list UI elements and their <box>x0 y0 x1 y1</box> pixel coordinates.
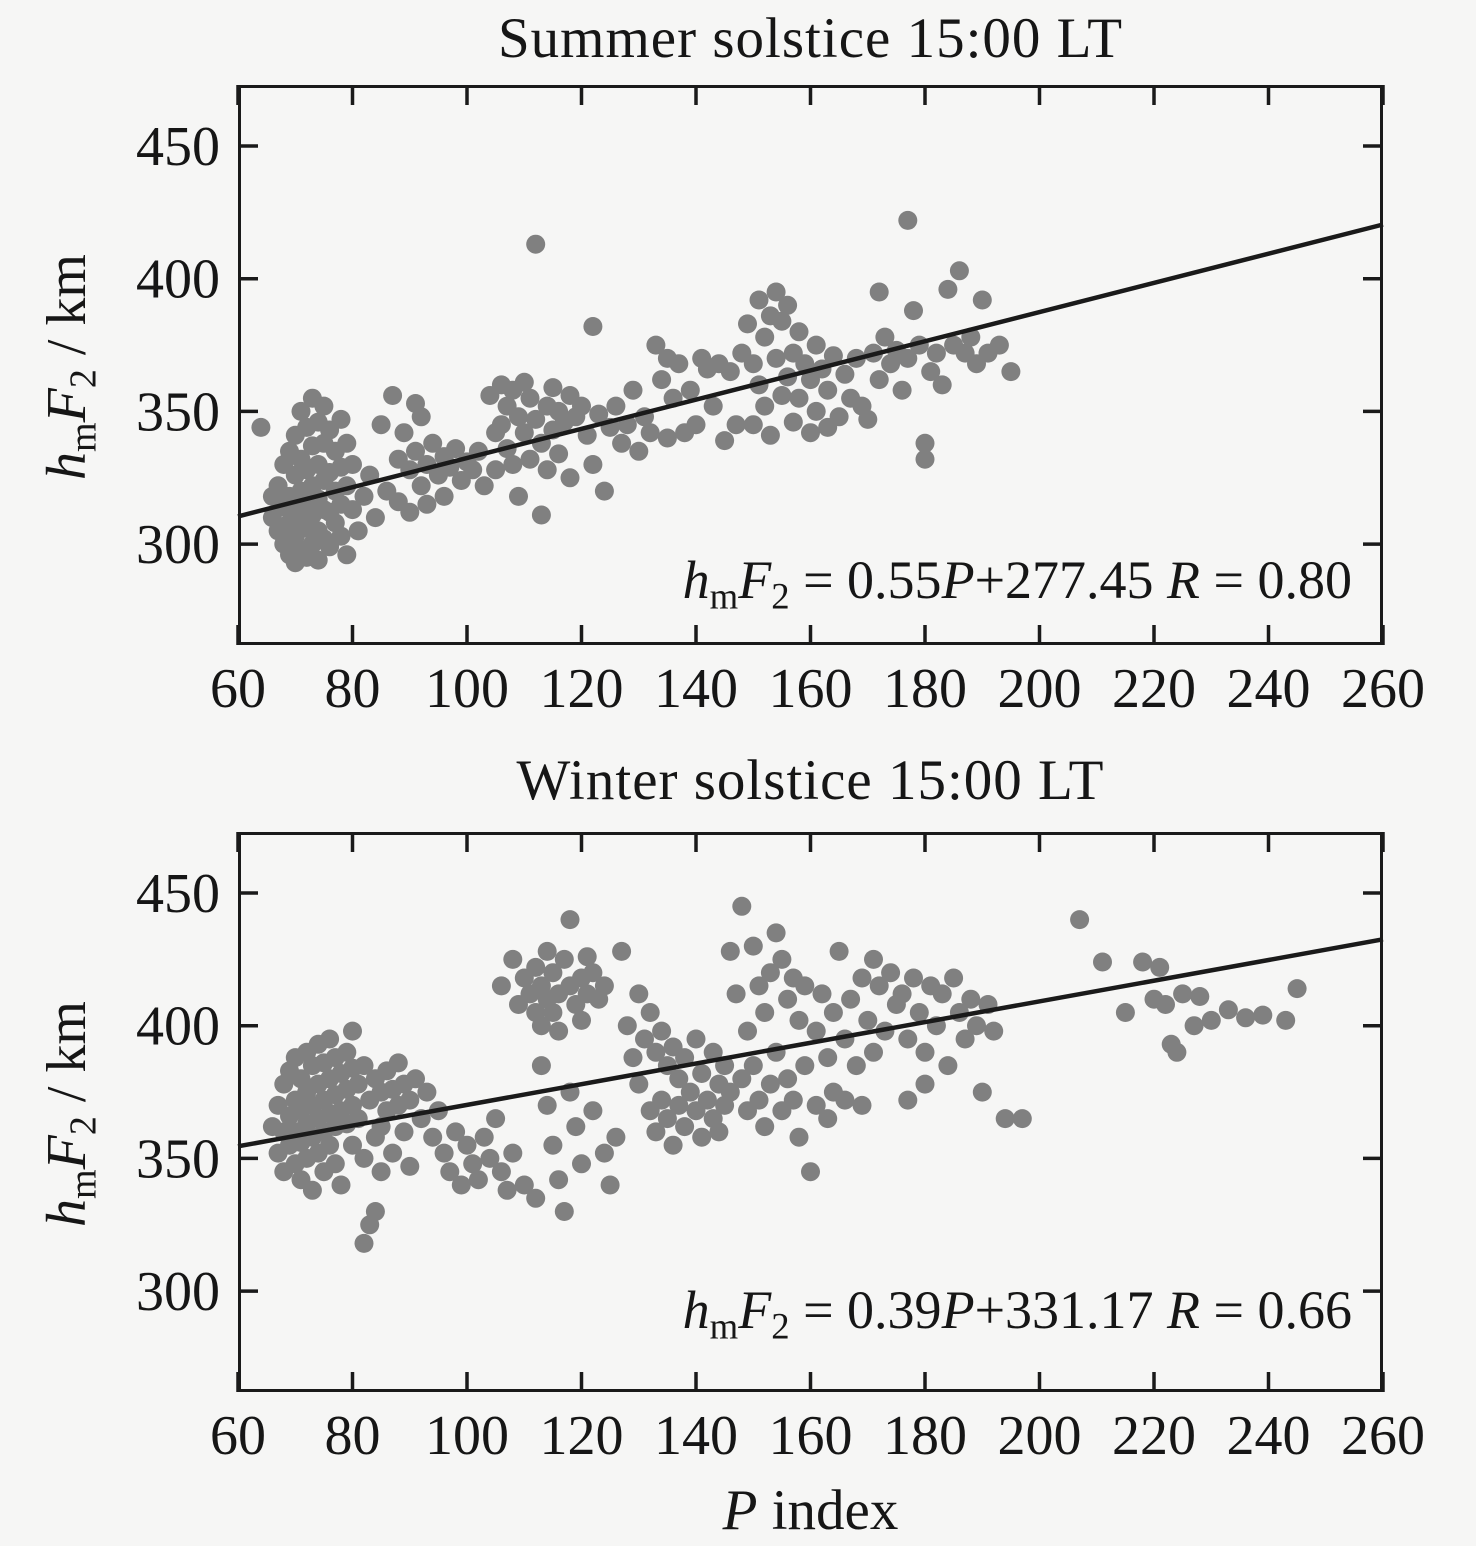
data-point <box>383 1144 402 1163</box>
italic-fragment: F <box>738 1280 772 1340</box>
data-point <box>818 1048 837 1067</box>
data-point <box>372 415 391 434</box>
subscript-fragment: 2 <box>62 1116 105 1136</box>
y-tick-label: 400 <box>136 995 220 1058</box>
data-point <box>486 460 505 479</box>
data-point <box>898 1030 917 1049</box>
subscript-fragment: m <box>709 1305 739 1347</box>
data-point <box>606 1128 625 1147</box>
data-point <box>790 389 809 408</box>
data-point <box>355 1234 374 1253</box>
data-point <box>778 1069 797 1088</box>
data-point <box>435 1144 454 1163</box>
data-point <box>543 378 562 397</box>
data-point <box>549 1022 568 1041</box>
data-point <box>538 942 557 961</box>
data-point <box>332 527 351 546</box>
data-point <box>1167 1043 1186 1062</box>
data-point <box>417 1083 436 1102</box>
text-fragment: = 0.55 <box>789 550 942 610</box>
x-tick-label: 100 <box>425 658 509 720</box>
data-point <box>904 301 923 320</box>
data-point <box>332 1176 351 1195</box>
text-fragment: +331.17 <box>974 1280 1168 1340</box>
italic-fragment: h <box>36 452 98 481</box>
data-point <box>423 1128 442 1147</box>
data-point <box>990 336 1009 355</box>
summer-y-axis-label <box>35 87 105 647</box>
data-point <box>509 487 528 506</box>
data-point <box>486 1109 505 1128</box>
data-point <box>778 296 797 315</box>
data-point <box>526 235 545 254</box>
data-point <box>612 434 631 453</box>
data-point <box>538 1096 557 1115</box>
italic-fragment: F <box>738 550 772 610</box>
data-point <box>755 1003 774 1022</box>
data-point <box>744 415 763 434</box>
data-point <box>595 1144 614 1163</box>
data-point <box>355 487 374 506</box>
data-point <box>532 506 551 525</box>
data-point <box>961 990 980 1009</box>
winter-panel-title: Winter solstice 15:00 LT <box>516 749 1105 812</box>
italic-fragment: P <box>941 1280 975 1340</box>
data-point <box>395 423 414 442</box>
data-point <box>389 1053 408 1072</box>
data-point <box>463 460 482 479</box>
data-point <box>492 1162 511 1181</box>
data-point <box>435 487 454 506</box>
data-point <box>767 923 786 942</box>
data-point <box>412 407 431 426</box>
data-point <box>893 381 912 400</box>
data-point <box>526 1189 545 1208</box>
y-tick-label: 350 <box>136 1128 220 1191</box>
data-point <box>790 1128 809 1147</box>
subscript-fragment: 2 <box>62 369 105 389</box>
data-point <box>916 434 935 453</box>
data-point <box>801 423 820 442</box>
data-point <box>721 362 740 381</box>
data-point <box>881 963 900 982</box>
x-tick-label: 220 <box>1112 658 1196 720</box>
data-point <box>543 1136 562 1155</box>
italic-fragment: h <box>682 550 710 610</box>
text-fragment: / km <box>36 1001 98 1117</box>
data-point <box>503 1144 522 1163</box>
data-point <box>870 283 889 302</box>
data-point <box>458 1136 477 1155</box>
data-point <box>503 455 522 474</box>
x-tick-label: 240 <box>1226 1405 1311 1467</box>
data-point <box>727 415 746 434</box>
data-point <box>687 1030 706 1049</box>
data-point <box>1173 984 1192 1003</box>
data-point <box>1276 1011 1295 1030</box>
data-point <box>400 503 419 522</box>
data-point <box>572 397 591 416</box>
text-fragment: +277.45 <box>974 550 1168 610</box>
data-point <box>984 1022 1003 1041</box>
data-point <box>572 1154 591 1173</box>
data-point <box>841 990 860 1009</box>
data-point <box>721 942 740 961</box>
data-point <box>692 1064 711 1083</box>
data-point <box>595 976 614 995</box>
data-point <box>503 950 522 969</box>
x-tick-label: 240 <box>1226 658 1311 720</box>
data-point <box>818 381 837 400</box>
subscript-fragment: 2 <box>771 1305 790 1347</box>
data-point <box>400 1157 419 1176</box>
data-point <box>555 950 574 969</box>
data-point <box>383 386 402 405</box>
data-point <box>349 521 368 540</box>
data-point <box>641 423 660 442</box>
data-point <box>664 1136 683 1155</box>
x-tick-label: 200 <box>997 658 1082 720</box>
data-point <box>704 397 723 416</box>
data-point <box>858 1011 877 1030</box>
data-point <box>337 545 356 564</box>
data-point <box>652 370 671 389</box>
data-point <box>561 468 580 487</box>
data-point <box>566 1117 585 1136</box>
data-point <box>933 984 952 1003</box>
data-point <box>498 1181 517 1200</box>
y-tick-label: 450 <box>136 116 220 178</box>
data-point <box>629 1075 648 1094</box>
data-point <box>452 1176 471 1195</box>
data-point <box>669 354 688 373</box>
data-point <box>1185 1016 1204 1035</box>
data-point <box>658 429 677 448</box>
data-point <box>687 415 706 434</box>
text-fragment: / km <box>36 254 98 370</box>
data-point <box>1219 1000 1238 1019</box>
x-tick-label: 140 <box>654 1405 738 1467</box>
x-tick-label: 60 <box>210 1405 266 1467</box>
data-point <box>624 381 643 400</box>
data-point <box>738 1022 757 1041</box>
data-point <box>475 1128 494 1147</box>
data-point <box>709 1122 728 1141</box>
data-point <box>973 291 992 310</box>
data-point <box>927 344 946 363</box>
data-point <box>755 397 774 416</box>
data-point <box>853 969 872 988</box>
data-point <box>807 336 826 355</box>
data-point <box>973 1083 992 1102</box>
data-point <box>898 1091 917 1110</box>
data-point <box>1156 995 1175 1014</box>
data-point <box>858 410 877 429</box>
data-point <box>400 1091 419 1110</box>
data-point <box>549 1170 568 1189</box>
italic-fragment: F <box>36 1135 98 1170</box>
data-point <box>750 291 769 310</box>
data-point <box>870 370 889 389</box>
data-point <box>332 410 351 429</box>
data-point <box>761 1075 780 1094</box>
data-point <box>916 1075 935 1094</box>
data-point <box>372 1162 391 1181</box>
data-point <box>475 476 494 495</box>
data-point <box>750 1091 769 1110</box>
data-point <box>652 1091 671 1110</box>
data-point <box>343 455 362 474</box>
data-point <box>492 976 511 995</box>
data-point <box>492 415 511 434</box>
data-point <box>583 455 602 474</box>
data-point <box>532 1056 551 1075</box>
data-point <box>469 1170 488 1189</box>
data-point <box>549 444 568 463</box>
y-tick-label: 300 <box>136 1261 220 1324</box>
data-point <box>417 495 436 514</box>
data-point <box>349 1075 368 1094</box>
y-tick-label: 400 <box>136 248 220 311</box>
data-point <box>521 450 540 469</box>
data-point <box>1253 1006 1272 1025</box>
data-point <box>772 386 791 405</box>
x-tick-label: 100 <box>425 1405 509 1467</box>
summer-fit-annotation <box>592 549 1352 617</box>
data-point <box>1070 910 1089 929</box>
data-point <box>641 1003 660 1022</box>
italic-fragment: h <box>36 1199 98 1228</box>
x-tick-label: 220 <box>1112 1405 1196 1467</box>
data-point <box>950 261 969 280</box>
text-fragment: = 0.66 <box>1200 1280 1352 1340</box>
data-point <box>801 1162 820 1181</box>
data-point <box>1150 958 1169 977</box>
data-point <box>738 314 757 333</box>
italic-fragment: P <box>941 550 975 610</box>
x-tick-label: 160 <box>768 1405 853 1467</box>
data-point <box>543 1003 562 1022</box>
data-point <box>251 418 270 437</box>
data-point <box>744 1056 763 1075</box>
data-point <box>1190 987 1209 1006</box>
data-point <box>996 1109 1015 1128</box>
data-point <box>337 434 356 453</box>
italic-fragment: P <box>722 1479 758 1542</box>
x-axis-label <box>238 1478 1383 1543</box>
data-point <box>790 322 809 341</box>
subscript-fragment: m <box>62 1169 105 1200</box>
data-point <box>526 958 545 977</box>
data-point <box>824 1003 843 1022</box>
data-point <box>1116 1003 1135 1022</box>
data-point <box>561 910 580 929</box>
data-point <box>629 984 648 1003</box>
fit-line <box>238 939 1383 1146</box>
data-point <box>355 1149 374 1168</box>
data-point <box>864 950 883 969</box>
x-tick-label: 180 <box>883 658 967 720</box>
x-tick-label: 120 <box>539 1405 624 1467</box>
x-tick-label: 80 <box>324 1405 381 1467</box>
data-point <box>755 328 774 347</box>
x-tick-label: 260 <box>1341 658 1425 720</box>
data-point <box>835 365 854 384</box>
text-fragment: index <box>757 1479 899 1542</box>
y-tick-label: 350 <box>136 381 220 444</box>
italic-fragment: h <box>682 1280 710 1340</box>
x-tick-label: 160 <box>768 658 853 720</box>
subscript-fragment: m <box>709 575 739 617</box>
data-point <box>818 1109 837 1128</box>
data-point <box>692 1128 711 1147</box>
data-point <box>830 407 849 426</box>
data-point <box>366 1202 385 1221</box>
subscript-fragment: 2 <box>771 575 790 617</box>
data-point <box>807 402 826 421</box>
x-tick-label: 200 <box>997 1405 1082 1467</box>
winter-y-axis-label <box>35 834 105 1394</box>
data-point <box>893 984 912 1003</box>
data-point <box>595 482 614 501</box>
data-point <box>732 897 751 916</box>
data-point <box>320 1030 339 1049</box>
data-point <box>1133 953 1152 972</box>
data-point <box>583 1101 602 1120</box>
data-point <box>795 1056 814 1075</box>
data-point <box>681 381 700 400</box>
data-point <box>795 976 814 995</box>
data-point <box>715 431 734 450</box>
x-tick-label: 260 <box>1341 1405 1425 1467</box>
data-point <box>681 1083 700 1102</box>
italic-fragment: F <box>36 388 98 423</box>
text-fragment: = 0.80 <box>1200 550 1352 610</box>
data-point <box>727 984 746 1003</box>
data-point <box>412 476 431 495</box>
data-point <box>1202 1011 1221 1030</box>
italic-fragment: R <box>1167 1280 1201 1340</box>
x-tick-label: 180 <box>883 1405 967 1467</box>
data-point <box>538 460 557 479</box>
data-point <box>938 280 957 299</box>
data-point <box>1001 362 1020 381</box>
data-point <box>944 969 963 988</box>
data-point <box>583 317 602 336</box>
data-point <box>784 413 803 432</box>
data-point <box>320 1136 339 1155</box>
data-point <box>853 1096 872 1115</box>
data-point <box>904 969 923 988</box>
data-point <box>624 1048 643 1067</box>
data-point <box>303 1181 322 1200</box>
data-point <box>1093 953 1112 972</box>
data-point <box>744 937 763 956</box>
italic-fragment: R <box>1167 550 1201 610</box>
data-point <box>314 397 333 416</box>
x-tick-label: 60 <box>210 658 266 720</box>
data-point <box>864 1043 883 1062</box>
data-point <box>778 990 797 1009</box>
subscript-fragment: m <box>62 422 105 453</box>
data-point <box>938 1056 957 1075</box>
data-point <box>790 1011 809 1030</box>
data-point <box>910 1003 929 1022</box>
x-tick-label: 80 <box>324 658 381 720</box>
data-point <box>675 1117 694 1136</box>
data-point <box>1013 1109 1032 1128</box>
data-point <box>807 1022 826 1041</box>
data-point <box>755 1117 774 1136</box>
data-point <box>326 1154 345 1173</box>
data-point <box>830 942 849 961</box>
data-point <box>521 389 540 408</box>
data-point <box>606 397 625 416</box>
data-point <box>366 508 385 527</box>
data-point <box>967 1016 986 1035</box>
data-point <box>772 950 791 969</box>
fit-line <box>238 225 1383 517</box>
data-point <box>652 1022 671 1041</box>
data-point <box>1236 1008 1255 1027</box>
data-point <box>618 1016 637 1035</box>
y-tick-label: 450 <box>136 863 220 925</box>
data-point <box>395 1122 414 1141</box>
data-point <box>572 1011 591 1030</box>
y-tick-label: 300 <box>136 514 220 577</box>
data-point <box>933 375 952 394</box>
data-point <box>767 349 786 368</box>
data-point <box>835 1091 854 1110</box>
data-point <box>698 1091 717 1110</box>
data-point <box>898 211 917 230</box>
data-point <box>784 1091 803 1110</box>
winter-fit-annotation <box>592 1279 1352 1347</box>
data-point <box>601 1176 620 1195</box>
text-fragment: = 0.39 <box>789 1280 942 1340</box>
data-point <box>916 1043 935 1062</box>
data-point <box>629 442 648 461</box>
summer-panel-title: Summer solstice 15:00 LT <box>497 7 1124 70</box>
data-point <box>744 354 763 373</box>
data-point <box>343 1022 362 1041</box>
data-point <box>813 984 832 1003</box>
x-tick-label: 120 <box>539 658 624 720</box>
data-point <box>555 1202 574 1221</box>
x-tick-label: 140 <box>654 658 738 720</box>
data-point <box>1288 979 1307 998</box>
data-point <box>612 942 631 961</box>
data-point <box>847 1056 866 1075</box>
data-point <box>761 426 780 445</box>
